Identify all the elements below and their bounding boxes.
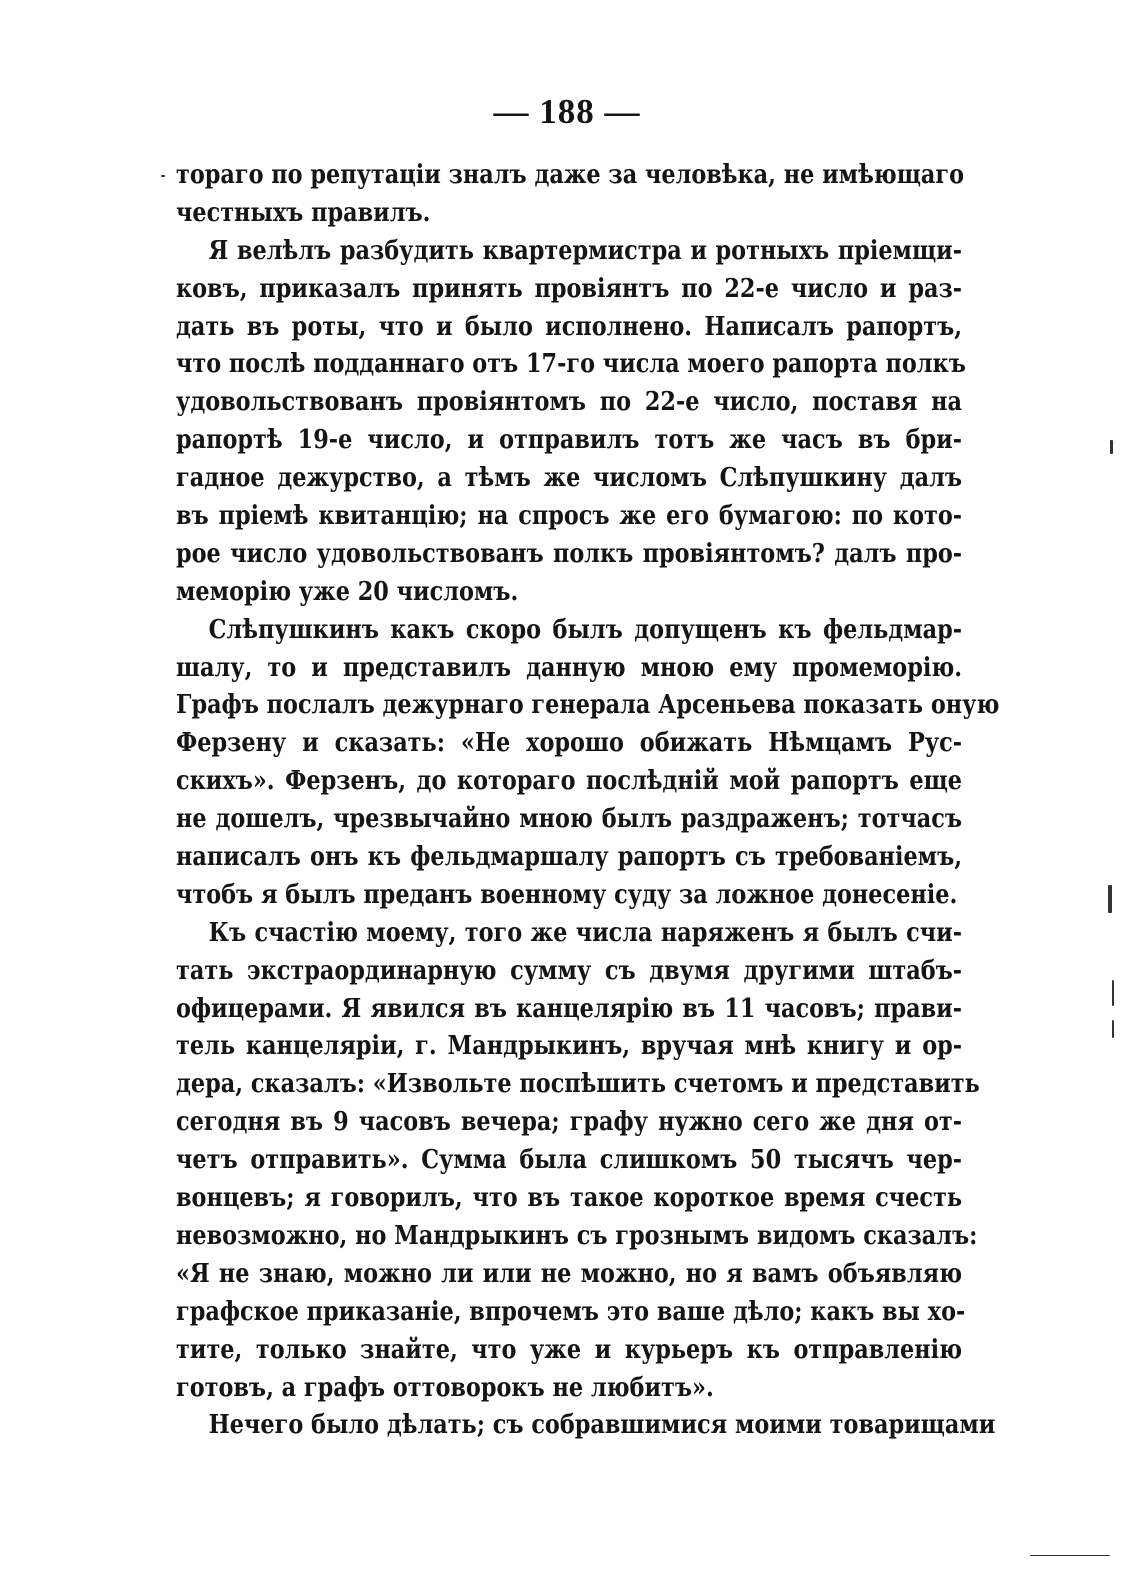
text-line: написалъ онъ къ фельдмаршалу рапортъ съ требованіемъ,: [176, 842, 963, 873]
text-line: дера, сказалъ: «Извольте поспѣшить счетомъ и представить: [176, 1069, 980, 1100]
text-line: Ферзену и сказать: «Не хорошо обижать Нѣмцамъ Рус-: [176, 728, 963, 759]
text-line: сегодня въ 9 часовъ вечера; графу нужно сего же дня от-: [176, 1107, 963, 1138]
text-line: удовольствованъ провіянтомъ по 22-е число, поставя на: [176, 387, 963, 418]
scan-speck: [1108, 885, 1112, 913]
page-number: — 188 —: [493, 92, 641, 131]
text-line: Слѣпушкинъ какъ скоро былъ допущенъ къ фельдмар-: [208, 614, 963, 645]
text-line: не дошелъ, чрезвычайно мною былъ раздраженъ; тотчасъ: [176, 804, 963, 835]
text-line: ковъ, приказалъ принять провіянтъ по 22-е число и раз-: [176, 273, 963, 304]
text-line: меморію уже 20 числомъ.: [176, 576, 519, 607]
text-line: дать въ роты, что и было исполнено. Написалъ рапортъ,: [176, 311, 963, 342]
scan-speck: [1112, 980, 1114, 1006]
text-line: въ пріемѣ квитанцію; на спросъ же его бумагою: по кото-: [176, 501, 963, 532]
text-line: вонцевъ; я говорилъ, что въ такое короткое время счесть: [176, 1183, 963, 1214]
text-line: Графъ послалъ дежурнаго генерала Арсеньева показать оную: [176, 690, 1000, 721]
text-line: готовъ, а графъ оттоворокъ не любитъ».: [176, 1372, 714, 1403]
scan-speck: [1110, 440, 1113, 454]
text-line: шалу, то и представилъ данную мною ему промеморію.: [176, 652, 963, 683]
scan-speck: [1030, 1555, 1110, 1556]
text-line: тель канцеляріи, г. Мандрыкинъ, вручая мнѣ книгу и ор-: [176, 1031, 963, 1062]
page-body-text: [176, 157, 1000, 1445]
text-line: офицерами. Я явился въ канцелярію въ 11 часовъ; прави-: [176, 993, 963, 1024]
text-line: «Я не знаю, можно ли или не можно, но я вамъ объявляю: [176, 1258, 963, 1289]
text-line: чтобъ я былъ преданъ военному суду за ложное донесеніе.: [176, 879, 958, 910]
text-line: что послѣ подданнаго отъ 17-го числа моего рапорта полкъ: [176, 349, 966, 380]
scan-speck: [161, 175, 165, 177]
text-line: Къ счастію моему, того же числа наряженъ я былъ счи-: [208, 917, 963, 948]
text-line: скихъ». Ферзенъ, до котораго послѣдній мой рапортъ еще: [176, 766, 963, 797]
text-line: тораго по репутаціи зналъ даже за человѣка, не имѣющаго: [176, 160, 965, 190]
text-line: тать экстраординарную сумму съ двумя другими штабъ-: [176, 955, 963, 986]
text-line: рапортѣ 19-е число, и отправилъ тотъ же часъ въ бри-: [176, 425, 963, 456]
text-line: рое число удовольствованъ полкъ провіянтомъ? далъ про-: [176, 538, 963, 569]
text-line: гадное дежурство, а тѣмъ же числомъ Слѣпушкину далъ: [176, 463, 963, 494]
text-line: четъ отправить». Сумма была слишкомъ 50 тысячъ чер-: [176, 1145, 963, 1176]
text-line: графское приказаніе, впрочемъ это ваше дѣло; какъ вы хо-: [176, 1296, 966, 1327]
text-line: честныхъ правилъ.: [176, 197, 431, 228]
text-line: тите, только знайте, что уже и курьеръ къ отправленію: [176, 1334, 963, 1365]
text-line: Нечего было дѣлать; съ собравшимися моими товарищами: [208, 1410, 996, 1441]
scan-speck: [1112, 1020, 1114, 1038]
text-line: Я велѣлъ разбудить квартермистра и ротныхъ пріемщи-: [208, 235, 963, 266]
text-line: невозможно, но Мандрыкинъ съ грознымъ видомъ сказалъ:: [176, 1220, 978, 1251]
